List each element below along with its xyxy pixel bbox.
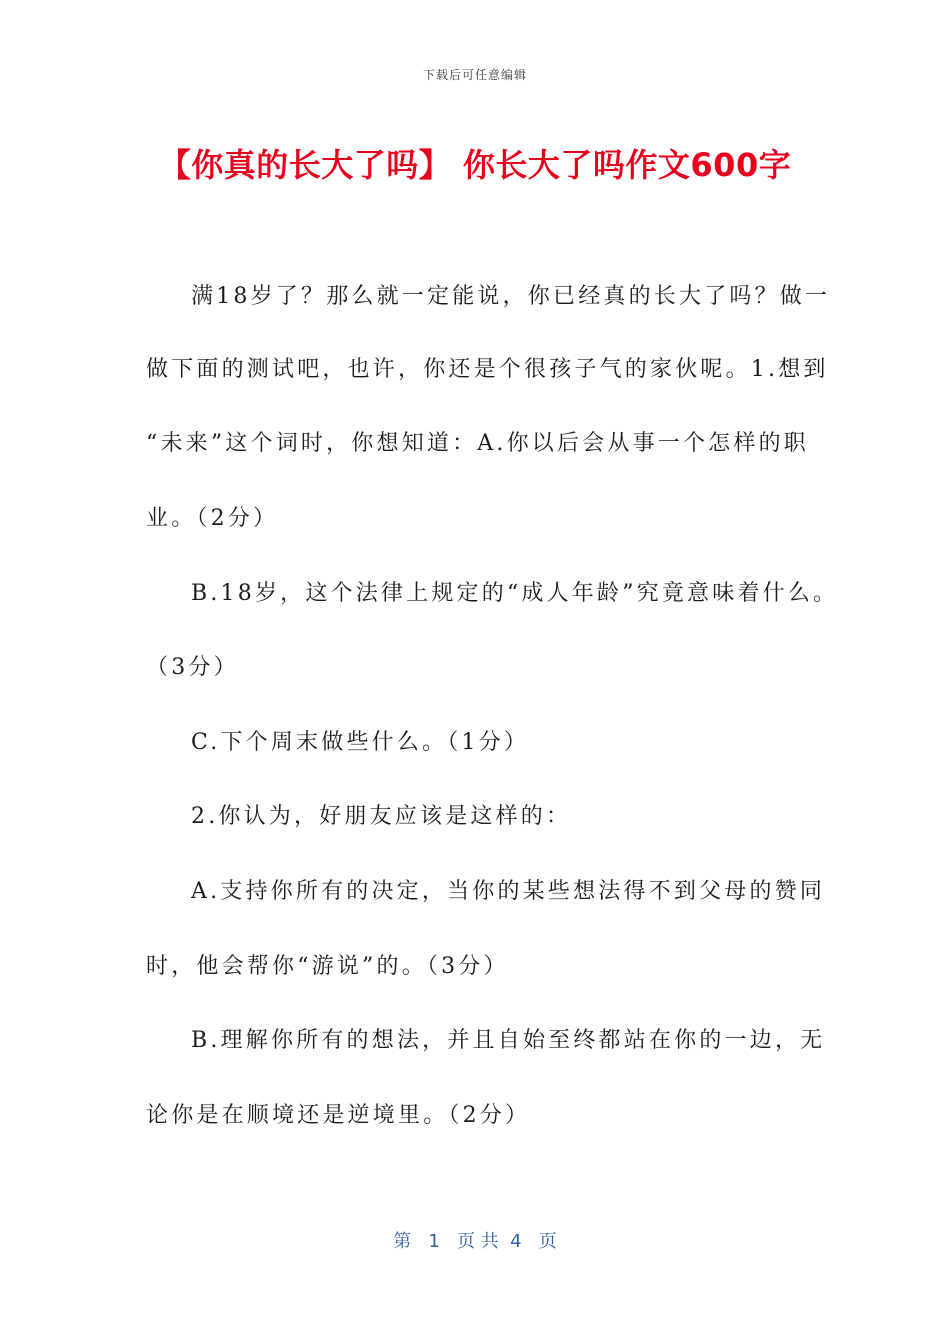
header-note: 下载后可任意编辑: [422, 68, 527, 82]
body-line-12: 论你是在顺境还是逆境里。（2分）: [146, 1103, 531, 1128]
footer-mid: 页 共: [456, 1231, 499, 1252]
footer-suffix: 页: [538, 1231, 557, 1252]
body-line-5: B.18岁，这个法律上规定的“成人年龄”究竟意味着什么。: [191, 581, 839, 606]
body-line-1: 满18岁了？那么就一定能说，你已经真的长大了吗？做一: [191, 284, 831, 309]
footer-current-page: 1: [428, 1231, 440, 1252]
footer-prefix: 第: [393, 1231, 412, 1252]
body-line-2: 做下面的测试吧，也许，你还是个很孩子气的家伙呢。1.想到: [146, 357, 829, 382]
body-line-8: 2.你认为，好朋友应该是这样的：: [191, 804, 572, 829]
body-line-7: C.下个周末做些什么。（1分）: [191, 730, 530, 755]
body-line-4: 业。（2分）: [146, 506, 279, 531]
page-footer: [0, 1227, 950, 1253]
body-line-10: 时，他会帮你“游说”的。（3分）: [146, 954, 509, 979]
footer-total-pages: 4: [510, 1231, 522, 1252]
body-line-6: （3分）: [146, 655, 239, 680]
body-line-3: “未来”这个词时，你想知道：A.你以后会从事一个怎样的职: [146, 431, 809, 456]
document-title: 【你真的长大了吗】 你长大了吗作文600字: [158, 146, 792, 184]
body-line-9: A.支持你所有的决定，当你的某些想法得不到父母的赞同: [191, 879, 826, 904]
body-line-11: B.理解你所有的想法，并且自始至终都站在你的一边，无: [191, 1028, 826, 1053]
